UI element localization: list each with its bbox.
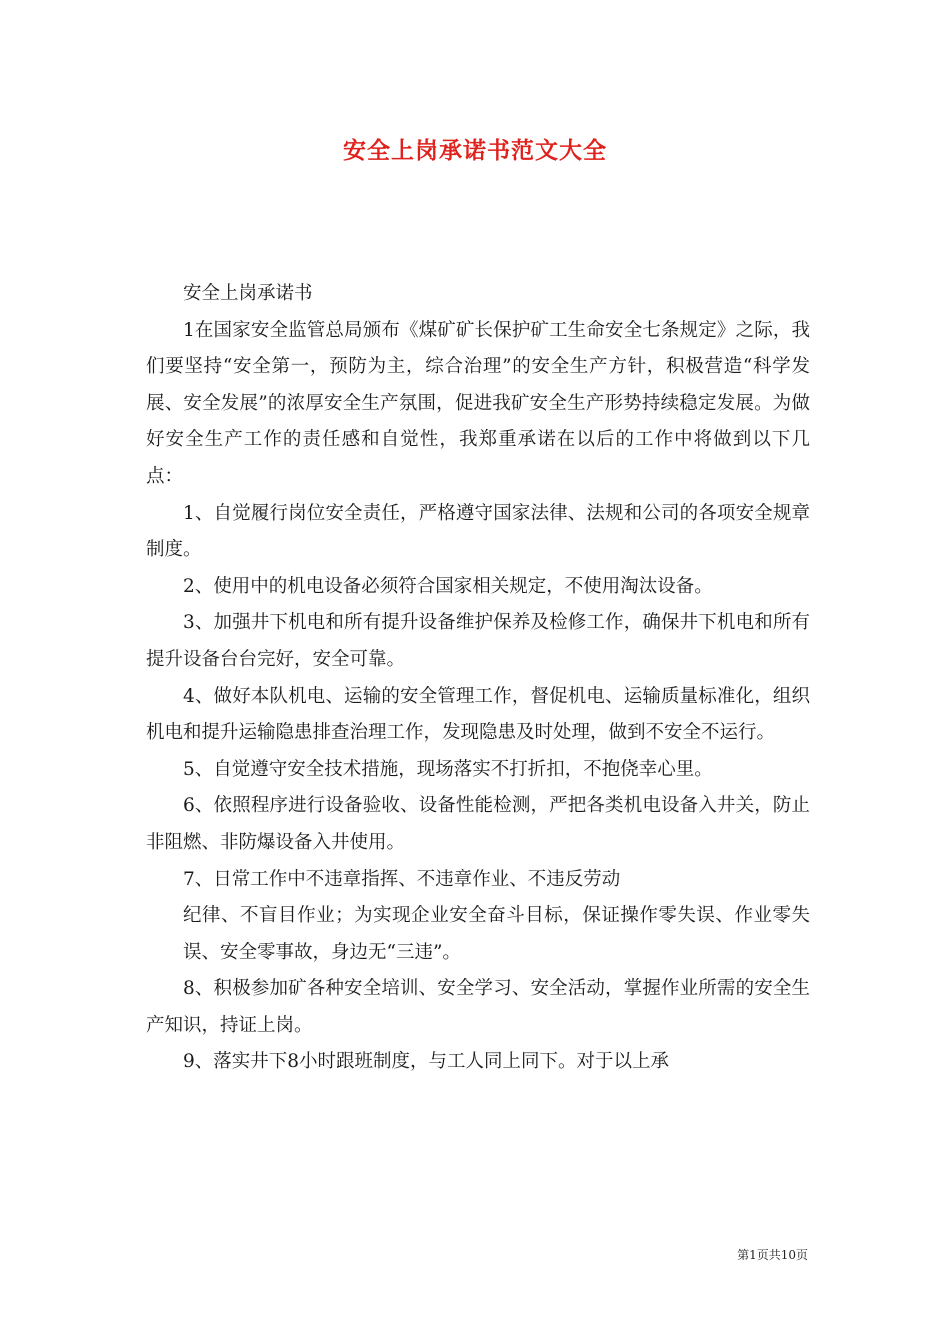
paragraph-item-9: 9、落实井下8小时跟班制度，与工人同上同下。对于以上承 [183,1051,670,1073]
paragraph-item-4: 4、做好本队机电、运输的安全管理工作，督促机电、运输质量标准化，组织机电和提升运输隐患排查治理工作，发现隐患及时处理，做到不安全不运行。 [146,685,810,744]
paragraph-intro: 1在国家安全监管总局颁布《煤矿矿长保护矿工生命安全七条规定》之际，我们要坚持“安全第一，预防为主，综合治理”的安全生产方针，积极营造“科学发展、安全发展”的浓厚安全生产氛围，促进我矿安全生产形势持续稳定发展。为做好安全生产工作的责任感和自觉性，我郑重承诺在以后的工作中将做到以下几点： [146,319,810,487]
paragraph-item-7: 7、日常工作中不违章指挥、不违章作业、不违反劳动 [183,868,621,890]
paragraph-item-6: 6、依照程序进行设备验收、设备性能检测，严把各类机电设备入井关，防止非阻燃、非防爆设备入井使用。 [146,795,810,853]
paragraph-item-3: 3、加强井下机电和所有提升设备维护保养及检修工作，确保井下机电和所有提升设备台台完好，安全可靠。 [146,612,810,670]
page-title: 安全上岗承诺书范文大全 [343,137,607,164]
paragraph-item-5: 5、自觉遵守安全技术措施，现场落实不打折扣，不抱侥幸心里。 [183,758,713,780]
page-number: 第1页共10页 [737,1248,808,1262]
section-heading: 安全上岗承诺书 [183,283,313,304]
paragraph-item-8: 8、积极参加矿各种安全培训、安全学习、安全活动，掌握作业所需的安全生产知识，持证上岗。 [146,978,810,1036]
paragraph-item-2: 2、使用中的机电设备必须符合国家相关规定，不使用淘汰设备。 [183,575,713,597]
document-body [146,276,810,1081]
paragraph-item-7-continued: 纪律、不盲目作业；为实现企业安全奋斗目标，保证操作零失误、作业零失误、安全零事故，身边无“三违”。 [183,905,810,963]
paragraph-item-1: 1、自觉履行岗位安全责任，严格遵守国家法律、法规和公司的各项安全规章制度。 [146,502,810,561]
